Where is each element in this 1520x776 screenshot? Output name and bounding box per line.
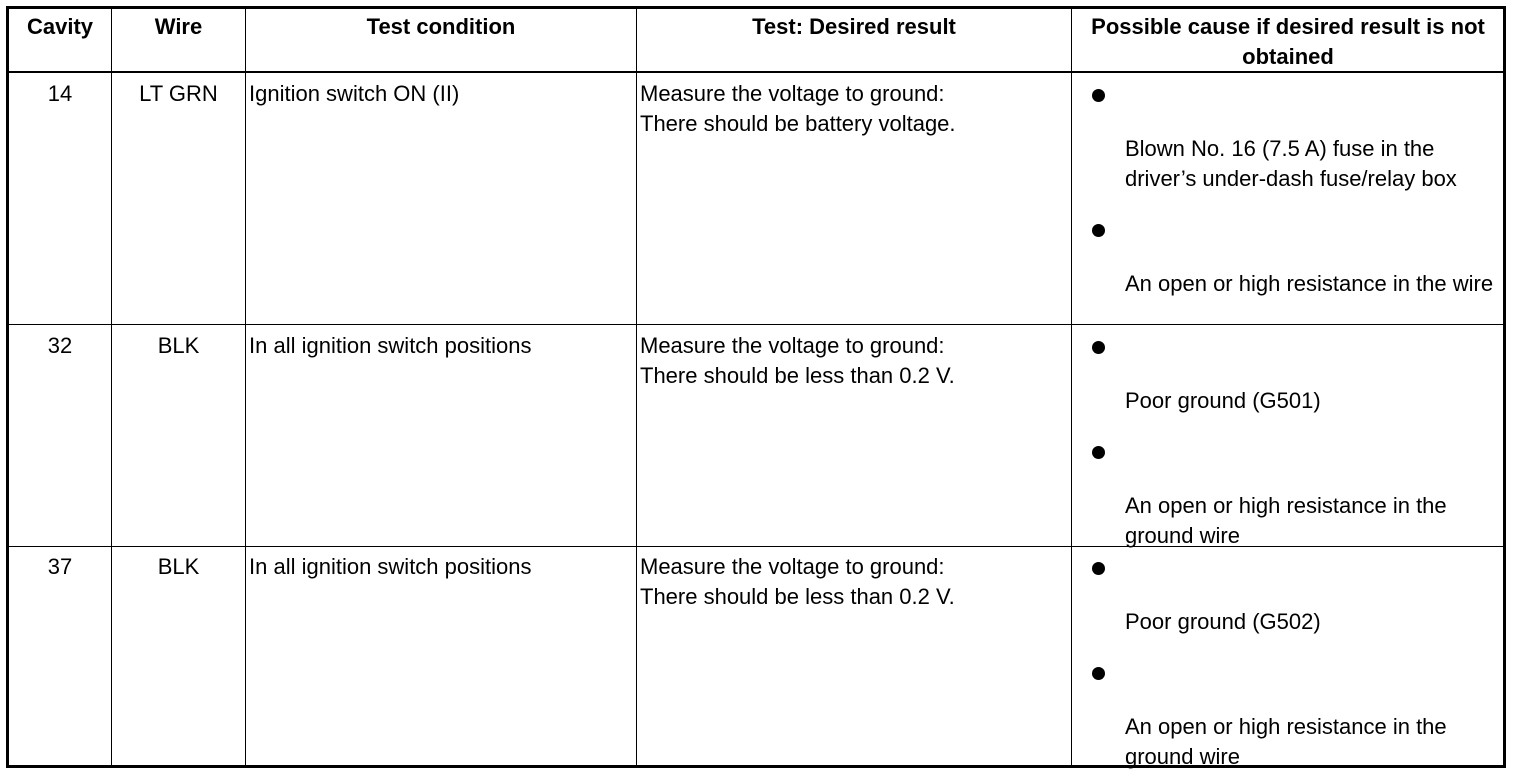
condition-cell: Ignition switch ON (II) [249,81,460,106]
cause-item: Blown No. 16 (7.5 A) fuse in the driver’s under-dash fuse/relay box [1125,136,1457,191]
desired-line-1: Measure the voltage to ground: [640,333,945,358]
header-test-condition: Test condition [366,14,516,39]
condition-cell: In all ignition switch positions [249,554,532,579]
cause-item: An open or high resistance in the ground wire [1125,493,1447,548]
cavity-cell: 14 [47,81,73,106]
diagnostic-table [6,6,1506,768]
desired-line-2: There should be battery voltage. [640,111,956,136]
bullet-icon [1092,341,1105,354]
wire-cell: LT GRN [139,81,218,106]
row-divider [9,324,1503,325]
desired-line-2: There should be less than 0.2 V. [640,363,955,388]
header-wire: Wire [154,14,203,39]
header-desired-result: Test: Desired result [752,14,956,39]
cavity-cell: 32 [47,333,73,358]
wire-cell: BLK [157,554,200,579]
column-divider [245,9,246,765]
column-divider [636,9,637,765]
bullet-icon [1092,89,1105,102]
bullet-icon [1092,446,1105,459]
cause-item: Poor ground (G502) [1125,609,1321,634]
bullet-icon [1092,562,1105,575]
bullet-icon [1092,667,1105,680]
column-divider [111,9,112,765]
desired-line-1: Measure the voltage to ground: [640,554,945,579]
desired-line-1: Measure the voltage to ground: [640,81,945,106]
condition-cell: In all ignition switch positions [249,333,532,358]
header-possible-cause: Possible cause if desired result is not obtained [1091,14,1485,69]
column-divider [1071,9,1072,765]
bullet-icon [1092,224,1105,237]
wire-cell: BLK [157,333,200,358]
cause-item: An open or high resistance in the ground wire [1125,714,1447,769]
cause-item: Poor ground (G501) [1125,388,1321,413]
cause-item: An open or high resistance in the wire [1125,271,1494,296]
header-cavity: Cavity [26,14,94,39]
desired-line-2: There should be less than 0.2 V. [640,584,955,609]
cavity-cell: 37 [47,554,73,579]
